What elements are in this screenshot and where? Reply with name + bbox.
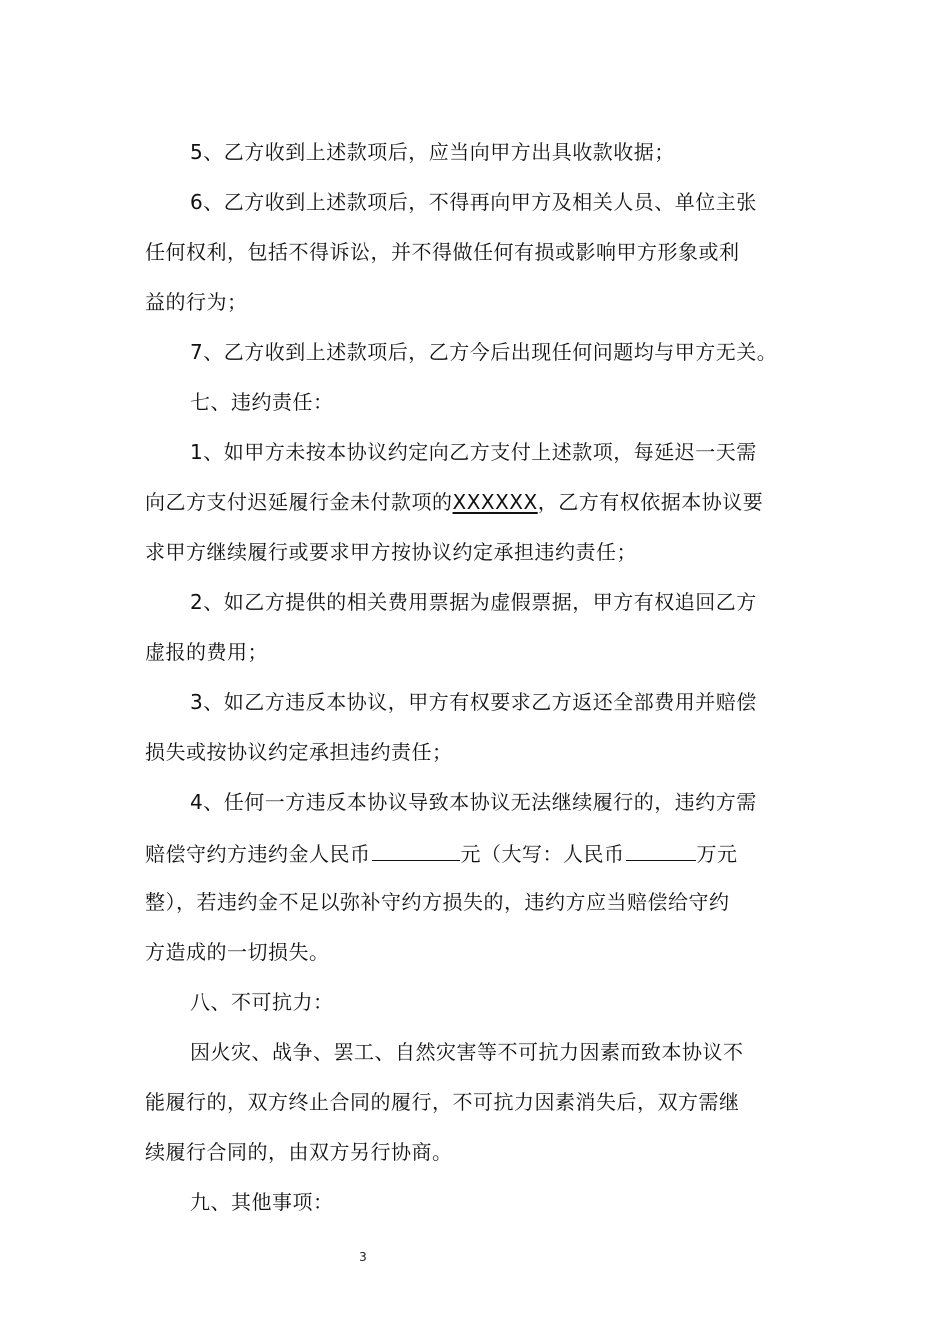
- section-heading-other: [190, 1188, 880, 1216]
- clause-6: [190, 188, 880, 216]
- text-line: 八、不可抗力：: [190, 990, 334, 1014]
- text-line: 益的行为；: [145, 290, 248, 314]
- text-line: 因火灾、战争、罢工、自然灾害等不可抗力因素而致本协议不: [190, 1040, 744, 1064]
- clause-7: [190, 338, 880, 366]
- page-number-text: 3: [359, 1250, 367, 1264]
- breach-clause-1-cont: [145, 538, 835, 566]
- text-line: 整），若违约金不足以弥补守约方损失的，违约方应当赔偿给守约: [145, 890, 730, 914]
- clause-5: [190, 138, 880, 166]
- breach-clause-2-cont: [145, 638, 835, 666]
- text-line: 任何权利，包括不得诉讼，并不得做任何有损或影响甲方形象或利: [145, 240, 740, 264]
- blank-amount-field[interactable]: [372, 838, 460, 861]
- breach-clause-1-cont: [145, 488, 835, 516]
- text-line: 九、其他事项：: [190, 1190, 334, 1214]
- clause-6-cont: [145, 238, 835, 266]
- text-line: 1、如甲方未按本协议约定向乙方支付上述款项，每延迟一天需: [190, 440, 757, 464]
- text-line: 能履行的，双方终止合同的履行，不可抗力因素消失后，双方需继: [145, 1090, 740, 1114]
- text-line: 求甲方继续履行或要求甲方按协议约定承担违约责任；: [145, 540, 637, 564]
- clause-6-cont: [145, 288, 835, 316]
- text-line: 七、违约责任：: [190, 390, 334, 414]
- breach-clause-3-cont: [145, 738, 835, 766]
- text-line: 5、乙方收到上述款项后，应当向甲方出具收款收据；: [190, 140, 675, 164]
- text-line: 赔偿守约方违约金人民币: [145, 842, 371, 866]
- force-majeure-clause-cont: [145, 1138, 835, 1166]
- text-line: ，乙方有权依据本协议要: [537, 490, 764, 514]
- text-line: 虚报的费用；: [145, 640, 268, 664]
- text-line: 7、乙方收到上述款项后，乙方今后出现任何问题均与甲方无关。: [190, 340, 778, 364]
- text-line: 续履行合同的，由双方另行协商。: [145, 1140, 453, 1164]
- text-line: 4、任何一方违反本协议导致本协议无法继续履行的，违约方需: [190, 790, 757, 814]
- breach-clause-4-cont: [145, 838, 835, 868]
- breach-clause-4: [190, 788, 880, 816]
- breach-clause-4-cont: [145, 938, 835, 966]
- text-line: 损失或按协议约定承担违约责任；: [145, 740, 453, 764]
- breach-clause-3: [190, 688, 880, 716]
- text-line: 6、乙方收到上述款项后，不得再向甲方及相关人员、单位主张: [190, 190, 757, 214]
- text-line: 万元: [696, 842, 738, 866]
- placeholder-amount: XXXXXX: [452, 490, 538, 514]
- section-heading-breach: [190, 388, 880, 416]
- blank-amount-words-field[interactable]: [626, 838, 696, 861]
- page-number: [0, 1250, 726, 1264]
- breach-clause-4-cont: [145, 888, 835, 916]
- force-majeure-clause: [190, 1038, 880, 1066]
- text-line: 方造成的一切损失。: [145, 940, 330, 964]
- text-line: 3、如乙方违反本协议，甲方有权要求乙方返还全部费用并赔偿: [190, 690, 757, 714]
- text-line: 向乙方支付迟延履行金未付款项的: [145, 490, 453, 514]
- text-line: 元（大写：人民币: [460, 842, 625, 866]
- breach-clause-1: [190, 438, 880, 466]
- force-majeure-clause-cont: [145, 1088, 835, 1116]
- text-line: 2、如乙方提供的相关费用票据为虚假票据，甲方有权追回乙方: [190, 590, 757, 614]
- breach-clause-2: [190, 588, 880, 616]
- section-heading-force-majeure: [190, 988, 880, 1016]
